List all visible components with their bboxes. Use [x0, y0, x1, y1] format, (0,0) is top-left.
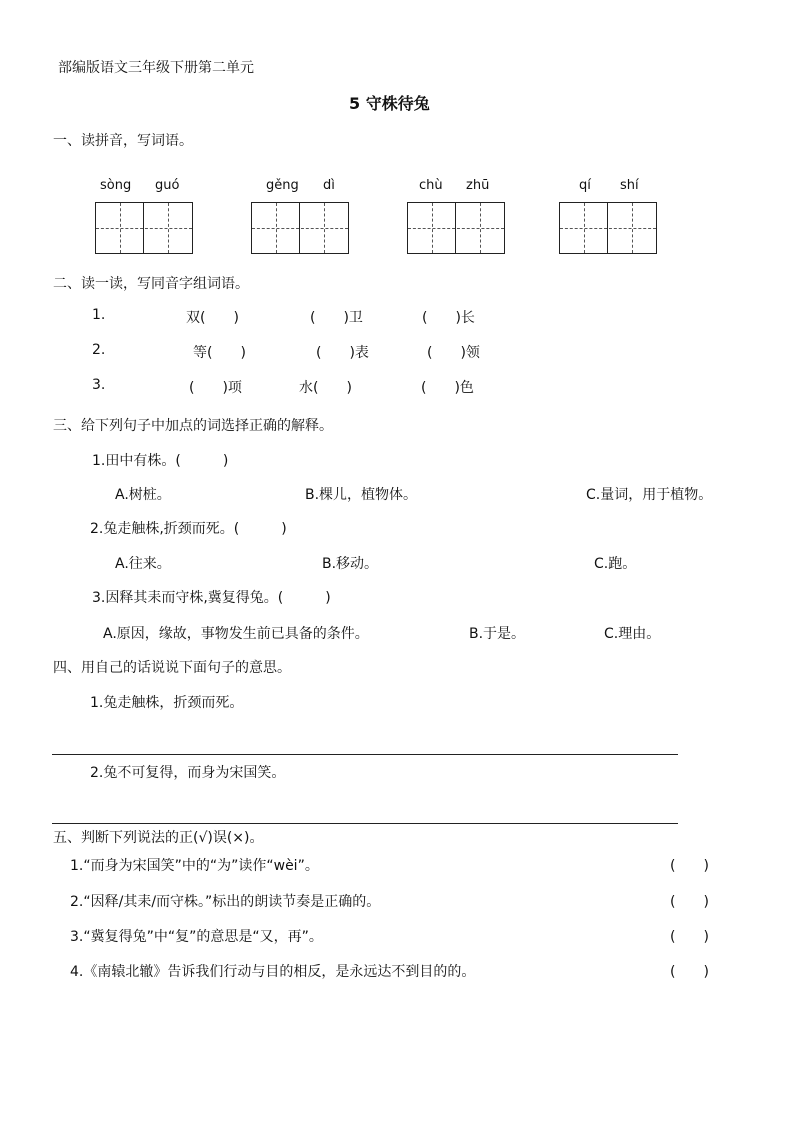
pinyin: dì — [323, 178, 335, 193]
option-a[interactable]: A.往来。 — [115, 556, 171, 572]
pinyin: guó — [155, 178, 180, 193]
answer-line[interactable] — [52, 754, 678, 755]
option-c[interactable]: C.跑。 — [594, 556, 637, 572]
tianzige-writing-box[interactable] — [559, 202, 657, 254]
pinyin: shí — [620, 178, 639, 193]
answer-bracket[interactable]: ( ) — [670, 858, 709, 874]
answer-line[interactable] — [52, 823, 678, 824]
fill-blank[interactable]: 水( ) — [299, 380, 352, 396]
statement: 1.“而身为宋国笑”中的“为”读作“wèi”。 — [70, 858, 319, 874]
statement: 4.《南辕北辙》告诉我们行动与目的相反，是永远达不到目的的。 — [70, 964, 476, 980]
fill-blank[interactable]: ( )表 — [316, 345, 369, 361]
section-4-heading: 四、用自己的话说说下面句子的意思。 — [53, 660, 291, 676]
tianzige-writing-box[interactable] — [251, 202, 349, 254]
row-number: 1. — [92, 307, 106, 323]
option-b[interactable]: B.于是。 — [469, 626, 526, 642]
worksheet-header: 部编版语文三年级下册第二单元 — [58, 60, 254, 76]
fill-blank[interactable]: 双( ) — [186, 310, 239, 326]
row-number: 3. — [92, 377, 106, 393]
statement: 3.“冀复得兔”中“复”的意思是“又，再”。 — [70, 929, 323, 945]
question-text: 1.田中有株。( ) — [92, 453, 229, 469]
pinyin: qí — [579, 178, 591, 193]
section-5-heading: 五、判断下列说法的正(√)误(×)。 — [53, 830, 264, 846]
tianzige-writing-box[interactable] — [407, 202, 505, 254]
question-text: 3.因释其耒而守株,冀复得兔。( ) — [92, 590, 331, 606]
answer-bracket[interactable]: ( ) — [670, 929, 709, 945]
question-text: 2.兔不可复得，而身为宋国笑。 — [90, 765, 286, 781]
option-a[interactable]: A.原因，缘故，事物发生前已具备的条件。 — [103, 626, 369, 642]
statement: 2.“因释/其耒/而守株。”标出的朗读节奏是正确的。 — [70, 894, 381, 910]
fill-blank[interactable]: ( )色 — [421, 380, 474, 396]
section-3-heading: 三、给下列句子中加点的词选择正确的解释。 — [53, 418, 333, 434]
answer-bracket[interactable]: ( ) — [670, 894, 709, 910]
tianzige-writing-box[interactable] — [95, 202, 193, 254]
question-text: 1.兔走触株，折颈而死。 — [90, 695, 244, 711]
option-b[interactable]: B.移动。 — [322, 556, 379, 572]
option-a[interactable]: A.树桩。 — [115, 487, 171, 503]
fill-blank[interactable]: ( )项 — [189, 380, 242, 396]
fill-blank[interactable]: ( )领 — [427, 345, 480, 361]
pinyin: zhū — [466, 178, 490, 193]
section-2-heading: 二、读一读，写同音字组词语。 — [53, 276, 249, 292]
section-1-heading: 一、读拼音，写词语。 — [53, 133, 193, 149]
fill-blank[interactable]: 等( ) — [193, 345, 246, 361]
option-b[interactable]: B.棵儿，植物体。 — [305, 487, 418, 503]
option-c[interactable]: C.理由。 — [604, 626, 661, 642]
option-c[interactable]: C.量词，用于植物。 — [586, 487, 713, 503]
answer-bracket[interactable]: ( ) — [670, 964, 709, 980]
fill-blank[interactable]: ( )长 — [422, 310, 475, 326]
fill-blank[interactable]: ( )卫 — [310, 310, 363, 326]
page-title: 5 守株待兔 — [349, 94, 430, 113]
question-text: 2.兔走触株,折颈而死。( ) — [90, 521, 287, 537]
pinyin: sòng — [100, 178, 132, 193]
pinyin: gěng — [266, 178, 299, 193]
pinyin: chù — [419, 178, 443, 193]
row-number: 2. — [92, 342, 106, 358]
